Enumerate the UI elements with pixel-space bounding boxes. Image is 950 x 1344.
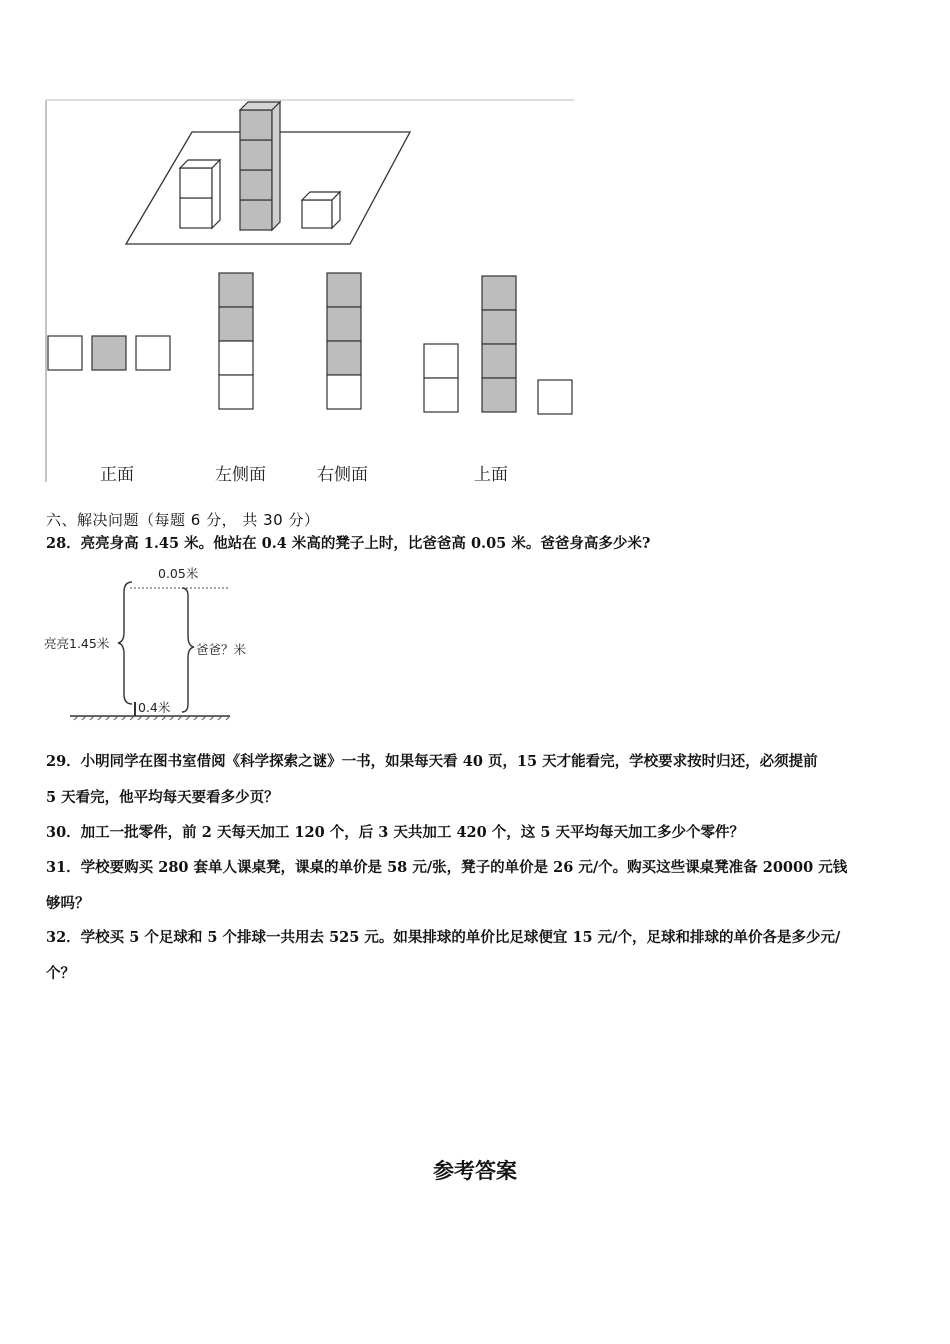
section-title: 六、解决问题（每题 6 分， 共 30 分） [46,511,320,529]
question-31-line-2: 够吗？ [46,895,90,912]
answer-title: 参考答案 [433,1159,517,1183]
view-top [424,276,572,414]
view-label-left: 左侧面 [215,465,266,485]
question-29-line-2: 5 天看完，他平均每天要看多少页？ [46,789,279,806]
cube-figure-svg [44,98,576,484]
view-left [219,273,253,409]
question-31 [46,850,908,922]
view-label-front: 正面 [100,465,134,485]
question-30 [46,815,908,851]
question-30-line-1: 30．加工一批零件，前 2 天每天加工 120 个，后 3 天共加工 420 个，这 5 天平均每天加工多少个零件？ [46,824,744,841]
question-28-line-1: 28．亮亮身高 1.45 米。他站在 0.4 米高的凳子上时，比爸爸高 0.05 米。爸爸身高多少米? [46,535,651,552]
question-29-line-1: 29．小明同学在图书室借阅《科学探索之谜》一书，如果每天看 40 页，15 天才能看完，学校要求按时归还，必须提前 [46,753,818,770]
question-32-line-2: 个？ [46,965,75,982]
question-29 [46,744,908,816]
question-31-line-1: 31．学校要购买 280 套单人课桌凳，课桌的单价是 58 元/张，凳子的单价是 26 元/个。购买这些课桌凳准备 20000 元钱 [46,859,848,876]
question-32 [46,920,908,992]
view-front [48,336,170,370]
view-right [327,273,361,409]
label-stool: 0.4米 [138,700,171,715]
view-label-top: 上面 [474,465,508,485]
cube-figure [44,98,576,484]
stack-tall [240,102,280,230]
height-diagram [44,562,264,722]
question-28 [46,527,908,561]
stack-left [180,160,220,228]
label-dad: 爸爸？米 [196,642,247,657]
stack-right [302,192,340,228]
label-top-gap: 0.05米 [158,566,199,581]
view-label-right: 右侧面 [317,465,368,485]
label-liangliang: 亮亮1.45米 [44,636,110,651]
question-32-line-1: 32．学校买 5 个足球和 5 个排球一共用去 525 元。如果排球的单价比足球便宜 15 元/个，足球和排球的单价各是多少元/ [46,929,841,946]
